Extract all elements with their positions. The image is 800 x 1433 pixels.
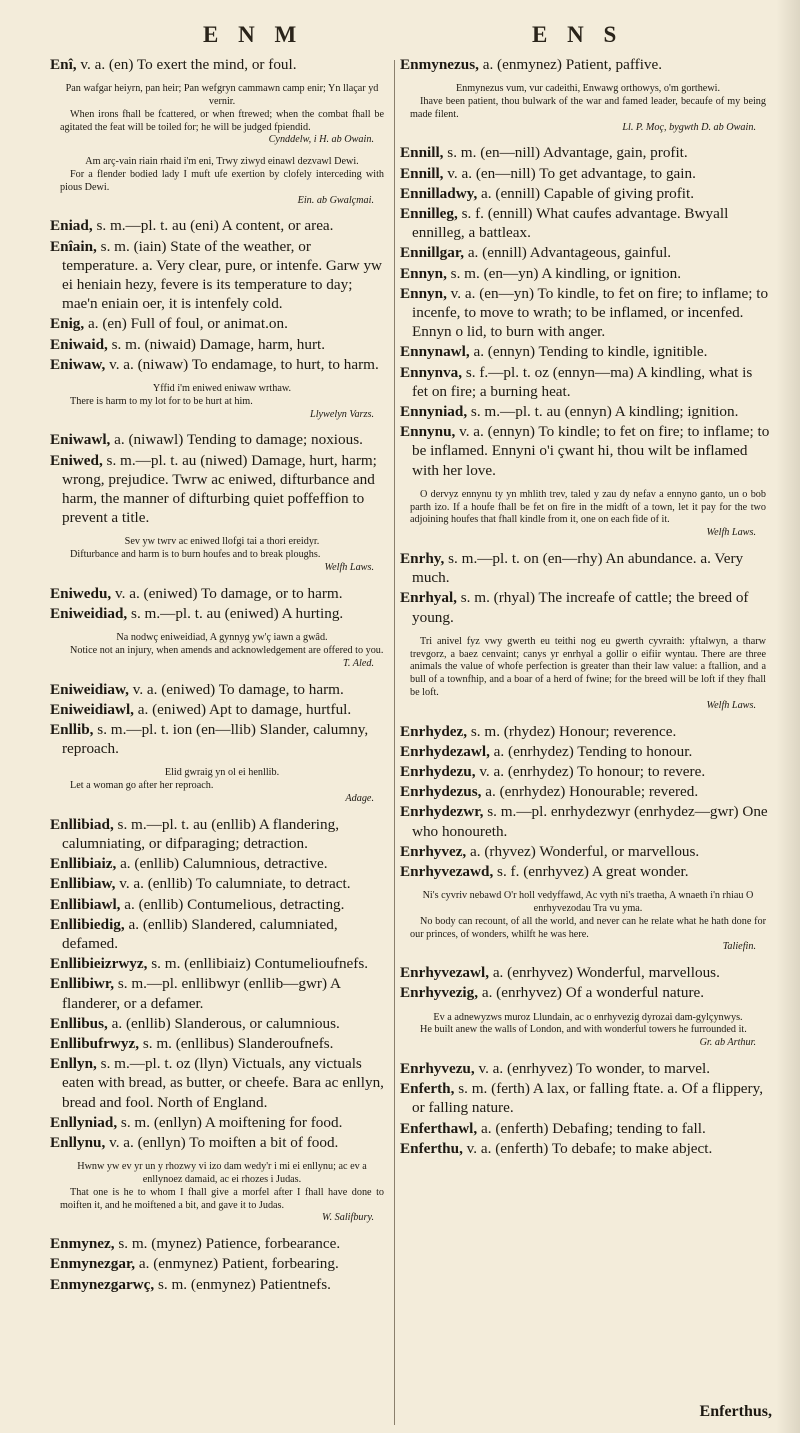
citation-block: [50, 383, 390, 421]
citation-source: Llywelyn Varzs.: [310, 408, 374, 420]
citation-source: Welfh Laws.: [324, 562, 374, 573]
welsh-quotation: Pan wafgar heiyrn, pan heir; Pan wefgryn cammawn camp enir; Yn llaçar yd vernir.: [65, 83, 379, 107]
headword: Eniweidiawl,: [50, 700, 134, 718]
headword: Enllyniad,: [50, 1113, 118, 1131]
headword: Enrhyvezig,: [400, 984, 479, 1002]
citation-source: Ein. ab Gwalçmai.: [297, 194, 374, 206]
headword: Enrhyvezawd,: [400, 863, 494, 881]
citation-source: T. Aled.: [342, 657, 374, 669]
dictionary-entry: Eniwaw, v. a. (niwaw) To endamage, to hurt, to harm.: [50, 355, 379, 373]
headword: Enferth,: [400, 1080, 455, 1098]
dictionary-entry: Ennynva, s. f.—pl. t. oz (ennyn—ma) A kindling, what is fet on fire; a burning heat.: [400, 363, 753, 400]
citation-block: [50, 632, 390, 670]
dictionary-entry: Enllibiwr, s. m.—pl. enllibwyr (enllib—gwr) A flanderer, or a defamer.: [50, 975, 341, 1012]
dictionary-entry: Enllibiaw, v. a. (enllib) To calumniate, to detract.: [50, 875, 351, 893]
english-translation: No body can recount, of all the world, and never can he relate what he hath done for our princes, of wonders, whilft he was here.: [410, 915, 766, 940]
welsh-quotation: Na nodwç eniweidiad, A gynnyg yw'ç iawn a gwâd.: [116, 632, 328, 644]
headword: Enrhyal,: [400, 589, 457, 607]
welsh-quotation: Ev a adnewyzws muroz Llundain, ac o enrhyvezig dyrozai dam-gylçynwys.: [433, 1011, 743, 1023]
dictionary-entry: Ennill, s. m. (en—nill) Advantage, gain, profit.: [400, 144, 688, 162]
headword: Ennilladwy,: [400, 184, 478, 202]
headword: Enîain,: [50, 237, 97, 255]
dictionary-entry: Enllyn, s. m.—pl. t. oz (llyn) Victuals, any victuals eaten with bread, as butter, or cheefe. Bara ac enllyn, bread and fool. North of England.: [50, 1055, 384, 1111]
dictionary-entry: Enferthu, v. a. (enferth) To debafe; to make abject.: [400, 1139, 713, 1157]
headword: Enrhydezwr,: [400, 803, 484, 821]
dictionary-entry: Ennilleg, s. f. (ennill) What caufes advantage. Bwyall ennilleg, a battleax.: [400, 205, 729, 242]
dictionary-entry: Enrhydezwr, s. m.—pl. enrhydezwyr (enrhydez—gwr) One who honoureth.: [400, 803, 768, 840]
dictionary-entry: Ennynu, v. a. (ennyn) To kindle; to fet on fire; to inflame; to be inflamed. Ennyni o'i çwant hi, thou wilt be inflamed with her love.: [400, 423, 770, 479]
welsh-quotation: Am arç-vain riain rhaid i'm eni, Trwy ziwyd einawl dezvawl Dewi.: [85, 156, 359, 168]
headword: Eniwaid,: [50, 335, 108, 353]
dictionary-entry: Enllibiawl, a. (enllib) Contumelious, detracting.: [50, 895, 345, 913]
headword: Ennill,: [400, 164, 444, 182]
english-translation: Difturbance and harm is to burn houfes and to break ploughs.: [70, 549, 321, 561]
dictionary-entry: Ennyniad, s. m.—pl. t. au (ennyn) A kindling; ignition.: [400, 403, 739, 421]
left-column: [50, 55, 390, 1427]
headword: Enmynezgar,: [50, 1255, 136, 1273]
citation-block: [50, 536, 390, 574]
headword: Enrhydezus,: [400, 783, 482, 801]
headword: Enllibiaiz,: [50, 855, 117, 873]
running-head-left: E N M: [203, 22, 304, 47]
headword: Enllibiad,: [50, 815, 114, 833]
headword: Ennill,: [400, 144, 444, 162]
dictionary-entry: Enîain, s. m. (iain) State of the weather, or temperature. a. Very clear, pure, or intenfe. Garw yw ei heniain hezy, fevere is its temperature to day; mae'n eniain oer, it is intenfely cold.: [50, 237, 383, 313]
headword: Enllynu,: [50, 1134, 106, 1152]
citation-source: Adage.: [345, 793, 374, 804]
headword: Eniweidiad,: [50, 605, 128, 622]
headword: Enmynezus,: [400, 56, 479, 73]
dictionary-entry: Enferth, s. m. (ferth) A lax, or falling ftate. a. Of a flippery, or falling nature.: [400, 1080, 763, 1117]
dictionary-entry: Enig, a. (en) Full of foul, or animat.on.: [50, 315, 288, 333]
dictionary-entry: Enrhydezu, v. a. (enrhydez) To honour; to revere.: [400, 763, 706, 781]
headword: Enrhydezu,: [400, 763, 476, 781]
headword: Ennillgar,: [400, 244, 465, 262]
english-translation: Tri anivel fyz vwy gwerth eu teithi nog eu gwerth cyvraith: yftalwyn, a tharw trevgorz, a baez cenvaint; canys yr enrhyal a gollir o eifiir wyntau. There are three animals the value of whofe perfection is greater than their law value: a ftallion, and a bull of a townfhip, and a boar of a herd of fwine; for the breed will be loft if they fhall be loft.: [410, 635, 766, 699]
dictionary-entry: Enrhy, s. m.—pl. t. on (en—rhy) An abundance. a. Very much.: [400, 550, 744, 587]
headword: Ennynu,: [400, 423, 456, 441]
headword: Eniwedu,: [50, 584, 112, 602]
dictionary-entry: Enmynezus, a. (enmynez) Patient, paffive.: [400, 56, 663, 73]
dictionary-entry: Enrhyal, s. m. (rhyal) The increafe of cattle; the breed of young.: [400, 589, 749, 626]
dictionary-entry: Eniad, s. m.—pl. t. au (eni) A content, or area.: [50, 217, 334, 235]
headword: Ennynawl,: [400, 343, 470, 361]
citation-source: Ll. P. Moç, bygwth D. ab Owain.: [622, 121, 756, 133]
headword: Enig,: [50, 315, 85, 333]
headword: Enrhy,: [400, 550, 445, 568]
right-column: [400, 55, 772, 1427]
column-divider: [394, 60, 395, 1425]
headword: Eniwaw,: [50, 355, 106, 373]
dictionary-entry: Enmynezgarwç, s. m. (enmynez) Patientnefs.: [50, 1275, 331, 1293]
page-edge-shadow: [776, 0, 800, 1433]
english-translation: Notice not an injury, when amends and acknowledgement are offered to you.: [70, 645, 384, 656]
headword: Ennyn,: [400, 264, 447, 282]
citation-block: [400, 636, 772, 713]
citation-source: Taliefin.: [722, 941, 756, 953]
headword: Enllyn,: [50, 1055, 97, 1073]
english-translation: There is harm to my lot for to be hurt at him.: [70, 395, 253, 407]
headword: Eniad,: [50, 217, 93, 235]
welsh-quotation: Sev yw twrv ac eniwed llofgi tai a thori ereidyr.: [124, 536, 320, 548]
dictionary-entry: Enrhyvezu, v. a. (enrhyvez) To wonder, to marvel.: [400, 1060, 711, 1078]
dictionary-entry: Eniweidiad, s. m.—pl. t. au (eniwed) A hurting.: [50, 605, 344, 622]
english-translation: When irons fhall be fcattered, or when ftrewed; when the combat fhall be agitated the feat will be toiled for; he will be judged fpiendid.: [60, 108, 384, 133]
welsh-quotation: Ni's cyvriv nebawd O'r holl vedyffawd, Ac vyth ni's traetha, A wnaeth i'n rhiau O enrhyvezodau Tra vu yma.: [422, 890, 754, 915]
citation-block: [50, 83, 390, 147]
headword: Enrhyvezu,: [400, 1060, 475, 1078]
headword: Ennyniad,: [400, 403, 468, 421]
dictionary-entry: Ennyn, s. m. (en—yn) A kindling, or ignition.: [400, 264, 682, 282]
citation-source: Gr. ab Arthur.: [699, 1037, 756, 1049]
citation-block: [400, 489, 772, 540]
headword: Enrhydezawl,: [400, 742, 490, 760]
headword: Enllibieizrwyz,: [50, 955, 148, 973]
dictionary-entry: Enmynezgar, a. (enmynez) Patient, forbearing.: [50, 1255, 339, 1273]
dictionary-entry: Enllibieizrwyz, s. m. (enllibiaiz) Contumelioufnefs.: [50, 955, 369, 973]
headword: Enllibiwr,: [50, 975, 115, 993]
dictionary-entry: Enrhyvez, a. (rhyvez) Wonderful, or marvellous.: [400, 842, 700, 860]
citation-source: Welfh Laws.: [706, 527, 756, 539]
dictionary-entry: Enllibiaiz, a. (enllib) Calumnious, detractive.: [50, 855, 328, 873]
headword: Eniweidiaw,: [50, 680, 129, 698]
english-translation: That one is he to whom I fhall give a morfel after I fhall have done to moiften it, and he moiftened a bit, and gave it to Judas.: [60, 1186, 384, 1211]
welsh-quotation: Hwnw yw ev yr un y rhozwy vi izo dam wedy'r i mi ei enllynu; ac ev a enllynoez damaid, ac ei rhozes i Judas.: [77, 1161, 367, 1186]
dictionary-entry: Enrhyvezawd, s. f. (enrhyvez) A great wonder.: [400, 863, 689, 881]
headword: Eniwawl,: [50, 431, 111, 449]
catchword: Enferthus,: [699, 1403, 772, 1420]
headword: Enrhyvez,: [400, 842, 467, 860]
dictionary-entry: Enllyniad, s. m. (enllyn) A moiftening for food.: [50, 1113, 343, 1131]
headword: Enllibiaw,: [50, 875, 116, 893]
headword: Enferthawl,: [400, 1119, 478, 1137]
dictionary-entry: Eniwawl, a. (niwawl) Tending to damage; noxious.: [50, 431, 363, 449]
headword: Enllibiedig,: [50, 915, 125, 933]
dictionary-entry: Enrhydezawl, a. (enrhydez) Tending to honour.: [400, 742, 693, 760]
headword: Enrhyvezawl,: [400, 964, 490, 982]
dictionary-entry: Enî, v. a. (en) To exert the mind, or foul.: [50, 56, 297, 73]
dictionary-entry: Eniweidiaw, v. a. (eniwed) To damage, to harm.: [50, 680, 344, 698]
headword: Enllibus,: [50, 1014, 108, 1032]
dictionary-entry: Ennyn, v. a. (en—yn) To kindle, to fet on fire; to inflame; to incenfe, to move to wrath; to be inflamed, or incenfed. Ennyn o lid, to burn with anger.: [400, 284, 769, 341]
dictionary-entry: Enllibiad, s. m.—pl. t. au (enllib) A flandering, calumniating, or difparaging; detraction.: [50, 815, 339, 852]
dictionary-entry: Ennillgar, a. (ennill) Advantageous, gainful.: [400, 244, 672, 262]
dictionary-entry: Enrhyvezig, a. (enrhyvez) Of a wonderful nature.: [400, 984, 705, 1002]
welsh-quotation: Yffid i'm eniwed eniwaw wrthaw.: [152, 383, 292, 394]
dictionary-entry: Eniweidiawl, a. (eniwed) Apt to damage, hurtful.: [50, 700, 352, 718]
citation-source: Welfh Laws.: [706, 699, 756, 711]
citation-block: [400, 890, 772, 954]
dictionary-entry: Eniwed, s. m.—pl. t. au (niwed) Damage, hurt, harm; wrong, prejudice. Twrw ac eniwed, difturbance and harm, the manner of difturbing quiet poffeffion to prevent a title.: [50, 451, 377, 527]
headword: Enmynez,: [50, 1235, 115, 1253]
headword: Enrhydez,: [400, 722, 468, 740]
headword: Enmynezgarwç,: [50, 1275, 155, 1293]
english-translation: O dervyz ennynu ty yn mhlith trev, taled y zau dy nefav a ennyno ganto, un o bob parth izo. If a houfe fhall be fet on fire in the midft of a town, let it pay for the two adjoining houfes that fhall kindle from it, one on each fide of it.: [410, 488, 766, 526]
headword: Ennilleg,: [400, 205, 458, 222]
dictionary-entry: Enllib, s. m.—pl. t. ion (en—llib) Slander, calumny, reproach.: [50, 721, 369, 758]
citation-block: [400, 83, 772, 134]
dictionary-entry: Enllibiedig, a. (enllib) Slandered, calumniated, defamed.: [50, 915, 338, 953]
dictionary-entry: Enrhydez, s. m. (rhydez) Honour; reverence.: [400, 722, 677, 740]
dictionary-entry: Enferthawl, a. (enferth) Debafing; tending to fall.: [400, 1119, 706, 1137]
dictionary-entry: Enrhyvezawl, a. (enrhyvez) Wonderful, marvellous.: [400, 964, 720, 982]
citation-source: W. Salifbury.: [322, 1212, 374, 1224]
running-head-right: E N S: [532, 22, 624, 47]
dictionary-entry: Enrhydezus, a. (enrhydez) Honourable; revered.: [400, 783, 699, 801]
english-translation: Ihave been patient, thou bulwark of the war and famed leader, becaufe of my being made filent.: [410, 96, 766, 120]
citation-block: [400, 1012, 772, 1050]
headword: Enî,: [50, 56, 77, 73]
headword: Ennyn,: [400, 284, 447, 302]
welsh-quotation: Enmynezus vum, vur cadeithi, Enwawg orthowys, o'm gorthewi.: [455, 83, 721, 95]
welsh-quotation: Elid gwraig yn ol ei henllib.: [164, 767, 280, 779]
english-translation: He built anew the walls of London, and with wonderful towers he furrounded it.: [420, 1024, 747, 1036]
citation-block: [50, 1161, 390, 1225]
headword: Ennynva,: [400, 363, 463, 381]
dictionary-entry: Enllibufrwyz, s. m. (enllibus) Slanderoufnefs.: [50, 1035, 334, 1053]
dictionary-entry: Eniwedu, v. a. (eniwed) To damage, or to harm.: [50, 584, 343, 602]
dictionary-entry: Enllibus, a. (enllib) Slanderous, or calumnious.: [50, 1014, 340, 1032]
citation-block: [50, 156, 390, 207]
dictionary-entry: Eniwaid, s. m. (niwaid) Damage, harm, hurt.: [50, 335, 326, 353]
headword: Enllib,: [50, 721, 94, 738]
dictionary-entry: Enmynez, s. m. (mynez) Patience, forbearance.: [50, 1235, 341, 1253]
citation-block: [50, 767, 390, 805]
headword: Enllibiawl,: [50, 895, 121, 913]
dictionary-entry: Ennilladwy, a. (ennill) Capable of giving profit.: [400, 184, 695, 202]
headword: Enllibufrwyz,: [50, 1035, 140, 1053]
english-translation: For a flender bodied lady I muft ufe exertion by clofely interceding with pious Dewi.: [60, 168, 384, 193]
headword: Enferthu,: [400, 1139, 463, 1157]
english-translation: Let a woman go after her reproach.: [70, 780, 214, 792]
headword: Eniwed,: [50, 451, 103, 469]
dictionary-entry: Ennill, v. a. (en—nill) To get advantage, to gain.: [400, 164, 696, 182]
citation-source: Cynddelw, i H. ab Owain.: [268, 134, 374, 146]
dictionary-entry: Enllynu, v. a. (enllyn) To moiften a bit of food.: [50, 1134, 339, 1152]
dictionary-entry: Ennynawl, a. (ennyn) Tending to kindle, ignitible.: [400, 343, 708, 361]
